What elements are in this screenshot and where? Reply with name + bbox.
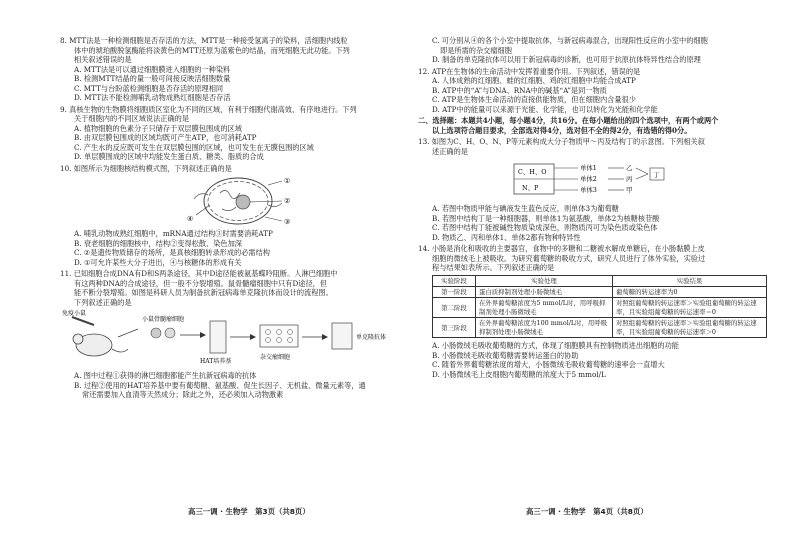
question-8 <box>60 36 405 103</box>
table-header: 实验处理 <box>476 275 613 286</box>
experiment-table <box>432 275 767 339</box>
q8-stem-line: 体中的琥珀酸脱氢酶能将淡黄色的MTT还原为蓝紫色的结晶，而死细胞无此功能。下列 <box>74 45 350 55</box>
structure-ding: 丁 <box>653 171 660 179</box>
element-flow-diagram <box>418 158 768 202</box>
q14-option-b: B. 小肠微绒毛吸收葡萄糖需要转运蛋白的协助 <box>432 350 579 360</box>
q8-option-c: C. MTT与台盼蓝检测细胞是否存活的原理相同 <box>74 83 224 93</box>
table-row <box>433 286 767 297</box>
section-2-header <box>418 116 768 135</box>
question-14 <box>418 244 768 379</box>
q13-stem-line: 13. 如图为C、H、O、N、P等元素构成大分子物质甲～丙及结构丁的示意图。下列相关叙 <box>418 137 705 146</box>
q8-stem-line: 8. MTT法是一种检测细胞是否存活的方法，MTT是一种接受氢离子的染料，活细胞内线粒 <box>60 36 348 45</box>
table-cell: 葡萄糖的转运速率为0 <box>613 286 767 297</box>
substance-bing: 丙 <box>626 175 633 183</box>
q13-option-a: A. 若图中物质甲能与碘液发生蓝色反应，则单体3为葡萄糖 <box>432 204 619 213</box>
antibody-flow-figure <box>60 309 405 369</box>
q8-option-b: B. 检测MTT结晶的量一般可间接反映活细胞数量 <box>74 74 231 83</box>
table-cell: 在外界葡萄糖浓度为100 mmol/L时，用呼吸抑制剂处理小肠微绒毛 <box>476 318 613 338</box>
q11-stem-line: 11. 已知细胞合成DNA有D和S两条途径，其中D途径能被氨基蝶呤阻断。人淋巴细胞中 <box>60 269 338 278</box>
footer-page-3: 高三一调 · 生物学 第3页（共8页） <box>188 507 310 516</box>
right-page <box>418 36 768 381</box>
table-cell: 对照组葡萄糖的转运速率＞实验组葡萄糖的转运速率，且实验组葡萄糖的转运速率＞0 <box>613 318 767 338</box>
q13-option-d: D. 物质乙、丙和单体1、单体2都有物种特异性 <box>432 232 581 242</box>
table-cell: 第二阶段 <box>433 298 476 318</box>
q12-option-b: B. ATP中的“A”与DNA、RNA中的碱基“A”是同一物质 <box>432 85 607 95</box>
table-cell: 对照组葡萄糖的转运速率＞实验组葡萄糖的转运速率，且实验组葡萄糖的转运速率＝0 <box>613 298 767 318</box>
q12-option-a: A. 人体成熟的红细胞、蛙的红细胞、鸡的红细胞中均能合成ATP <box>432 76 636 85</box>
nucleus-label-3: ③ <box>284 218 291 226</box>
question-13 <box>418 137 768 242</box>
substance-jia: 甲 <box>626 186 633 194</box>
nucleus-label-1: ① <box>284 177 291 185</box>
left-page <box>60 36 405 402</box>
q14-option-c: C. 随着外界葡萄糖浓度的增大，小肠微绒毛吸收葡萄糖的速率会一直增大 <box>432 360 665 370</box>
q12-option-c: C. ATP是生物体生命活动的直接供能物质，但在细胞内含量很少 <box>432 95 636 104</box>
q11-option-b-cont: 常还需要加入血清等天然成分；除此之外，还必须加入动物激素 <box>82 390 284 399</box>
q10-option-d: D. ①可允许某些大分子进出，④与核糖体的形成有关 <box>74 257 242 267</box>
unit-3: 单体3 <box>580 186 597 194</box>
nucleus-label-4: ④ <box>187 215 194 223</box>
elements-row-2: N、P <box>522 184 539 192</box>
q8-option-d: D. MTT法不能检测哺乳动物成熟红细胞是否存活 <box>74 93 231 102</box>
table-cell: 第三阶段 <box>433 318 476 338</box>
q14-option-d: D. 小肠微绒毛上皮细胞内葡萄糖的浓度大于5 mmol/L <box>432 369 606 379</box>
q10-option-a: A. 哺乳动物成熟红细胞中，mRNA通过结构③时需要消耗ATP <box>74 229 273 238</box>
table-row <box>433 318 767 338</box>
q10-option-b: B. 衰老细胞的细胞核中，结构②变得松散、染色加深 <box>74 238 242 248</box>
table-cell: 蛋白质抑制剂处理小肠微绒毛 <box>476 286 613 297</box>
q9-option-c: C. 产生水的反应既可发生在双层膜包围的区域，也可发生在无膜包围的区域 <box>74 142 314 152</box>
hat-label: HAT培养基 <box>200 358 232 365</box>
q14-stem-line: 细胞的微绒毛上被吸收。为研究葡萄糖的吸收方式，研究人员进行了体外实验，实验过 <box>432 253 706 263</box>
q14-stem-line: 程与结果如表所示。下列叙述正确的是 <box>432 263 555 272</box>
table-header-row <box>433 275 767 286</box>
q11-stem-line: 下列叙述正确的是 <box>74 297 132 307</box>
footer-page-4: 高三一调 · 生物学 第4页（共8页） <box>526 507 648 516</box>
q13-option-c: C. 若图中结构丁能被碱性物质染成深色，则物质丙可为染色质或染色体 <box>432 223 658 232</box>
q14-stem-line: 14. 小肠是消化和吸收的主要器官，食物中的多糖和二糖被水解成单糖后，在小肠黏膜上皮 <box>418 244 705 253</box>
q11-option-d: D. 制备的单克隆抗体可以用于新冠病毒的诊断，也可用于抗原抗体特异性结合的原理 <box>432 55 701 64</box>
q9-option-a: A. 植物细胞的色素分子只储存于双层膜包围成的区域 <box>74 123 242 133</box>
question-12 <box>418 67 768 115</box>
q10-option-c: C. ②是遗传物质储存的场所，是真核细胞转录形成的必需结构 <box>74 248 270 257</box>
q14-option-a: A. 小肠微绒毛吸收葡萄糖的方式，体现了细胞膜具有控制物质进出细胞的功能 <box>432 341 679 351</box>
nucleus-label-2: ② <box>284 197 291 205</box>
unit-2: 单体2 <box>580 175 597 183</box>
mouse-label: 免疫小鼠 <box>62 310 87 317</box>
table-cell: 在外界葡萄糖浓度为5 mmol/L时，用呼吸抑制剂处理小肠微绒毛 <box>476 298 613 318</box>
question-11 <box>60 269 405 400</box>
question-10 <box>60 164 405 268</box>
nucleus-diagram <box>60 175 405 227</box>
elements-row-1: C、H、O <box>518 168 547 176</box>
question-9 <box>60 105 405 162</box>
q13-stem-line: 述正确的是 <box>432 146 468 156</box>
element-flow-figure <box>418 158 768 202</box>
question-11-continued <box>418 36 768 65</box>
q11-stem-line: 能不断分裂增殖。如图是科研人员为制备抗新冠病毒单克隆抗体而设计的流程图。 <box>74 288 333 297</box>
q11-option-b: B. 过程②使用的HAT培养基中要有葡萄糖、氨基酸、促生长因子、无机盐、微量元素等，通 <box>74 380 366 390</box>
mab-label: 单克隆抗体 <box>356 334 387 341</box>
table-row <box>433 298 767 318</box>
nucleus-figure <box>60 175 405 227</box>
q11-option-c: C. 可分别从④的各个小室中提取抗体，与新冠病毒混合，出现阳性反应的小室中的细胞 <box>432 36 708 45</box>
q13-option-b: B. 若图中结构丁是一种细胞器，则单体1为氨基酸，单体2为核糖核苷酸 <box>432 213 660 223</box>
q12-stem: 12. ATP在生物体的生命活动中发挥着重要作用。下列叙述，错误的是 <box>418 66 641 76</box>
q11-option-a: A. 图中过程①获得的淋巴细胞都能产生抗新冠病毒的抗体 <box>74 371 257 380</box>
q11-option-c-cont: 即是所需的杂交瘤细胞 <box>440 45 512 55</box>
antibody-flow-diagram <box>60 309 405 369</box>
table-header: 实验结果 <box>613 275 767 286</box>
substance-yi: 乙 <box>626 164 633 172</box>
q12-option-d: D. ATP中的能量可以来源于光能、化学能，也可以转化为光能和化学能 <box>432 104 658 114</box>
q8-stem-line: 相关叙述错误的是 <box>74 55 132 64</box>
unit-1: 单体1 <box>580 164 597 172</box>
q9-option-b: B. 由双层膜包围成的区域均既可产生ATP，也可消耗ATP <box>74 133 257 142</box>
section-2-line: 以上选项符合题目要求，全部选对得4分，选对但不全的得2分，有选错的得0分。 <box>432 125 692 135</box>
q9-stem-line: 9. 真核生物的生物膜将细胞质区室化为不同的区域，有利于细胞代谢高效、有序地进行。下列 <box>60 104 357 114</box>
table-header: 实验阶段 <box>433 275 476 286</box>
myeloma-label: 小鼠骨髓瘤细胞 <box>142 316 185 323</box>
hybridoma-label: 杂交瘤细胞 <box>260 354 291 361</box>
table-cell: 第一阶段 <box>433 286 476 297</box>
q9-stem-line: 关于细胞内的不同区域说法正确的是 <box>74 114 190 123</box>
q9-option-d: D. 单层膜围成的区域中均能发生蛋白质、糖类、脂质的合成 <box>74 152 264 161</box>
q11-stem-line: 有这两种DNA的合成途径，但一般不分裂增殖。鼠骨髓瘤细胞中只有D途径，但 <box>74 278 328 288</box>
section-2-line: 二、选择题：本题共4小题，每小题4分，共16分。在每小题给出的四个选项中，有两个或两个 <box>418 116 719 125</box>
q10-stem: 10. 如图所示为细胞核结构模式图，下列叙述正确的是 <box>60 163 232 173</box>
q8-option-a: A. MTT法是可以通过细胞膜进入细胞的一种染料 <box>74 64 231 74</box>
